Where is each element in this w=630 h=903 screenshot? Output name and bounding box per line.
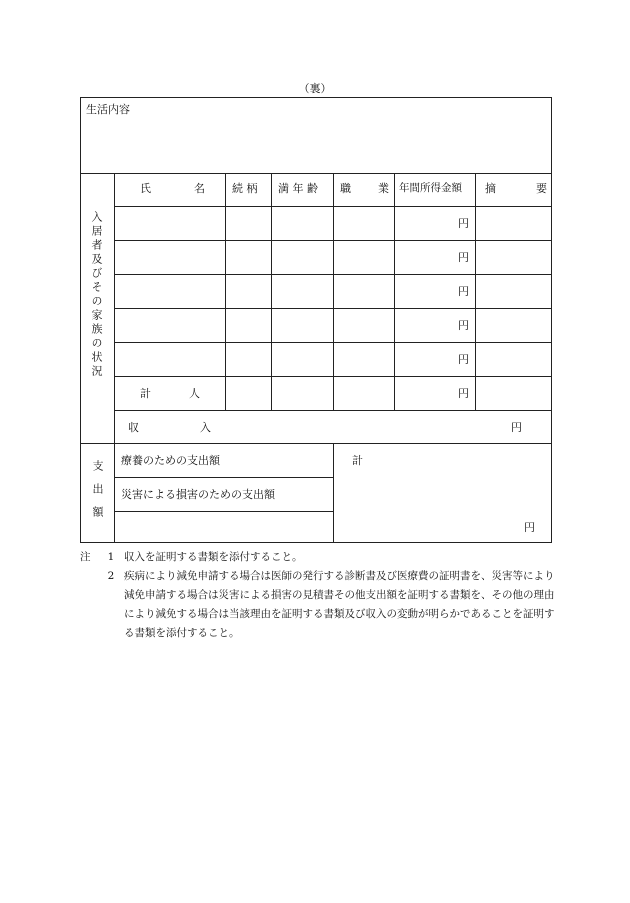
- total-label-a: 計: [140, 387, 151, 400]
- notes-label: 注: [80, 551, 91, 563]
- name-col-divider: [225, 173, 226, 410]
- disaster-row-bottom: [114, 511, 333, 512]
- family-section-label: 入居者及びその家族の状況: [90, 211, 103, 379]
- row-3-yen: 円: [458, 285, 469, 298]
- notes: [80, 548, 560, 643]
- revenue-yen: 円: [511, 421, 522, 434]
- relation-col-divider: [271, 173, 272, 410]
- row-1-yen: 円: [458, 217, 469, 230]
- expense-total-yen: 円: [524, 521, 535, 534]
- col-relation: 続 柄: [232, 182, 258, 195]
- total-row-bottom: [114, 410, 551, 411]
- col-remarks-a: 摘: [485, 182, 496, 195]
- medical-expense-label: 療養のための支出額: [121, 454, 220, 467]
- expense-divider: [333, 443, 334, 542]
- job-col-divider: [394, 173, 395, 410]
- expense-total-label: 計: [352, 454, 363, 467]
- row-4-yen: 円: [458, 319, 469, 332]
- col-job-a: 職: [340, 182, 351, 195]
- disaster-expense-label: 災害による損害のための支出額: [121, 488, 275, 501]
- note-2-number: 2: [107, 570, 115, 582]
- row-5-yen: 円: [458, 353, 469, 366]
- application-form: [80, 97, 552, 543]
- col-remarks-b: 要: [536, 182, 547, 195]
- row-2-yen: 円: [458, 251, 469, 264]
- col-age: 満 年 齢: [278, 182, 318, 195]
- col-job-b: 業: [378, 182, 389, 195]
- note-2: [80, 567, 560, 643]
- note-1: [80, 548, 560, 567]
- expense-section-label: 支出額: [91, 460, 104, 529]
- note-2-text: 疾病により減免申請する場合は医師の発行する診断書及び医療費の証明書を、災害等により減免申請する場合は災害による損害の見積書その他支出額を証明する書類を、その他の理由により減免する場合は当該理由を証明する書類及び収入の変動が明らかであることを証明する書類を添付すること。: [124, 570, 555, 639]
- note-1-number: 1: [107, 551, 115, 563]
- total-label-b: 人: [189, 387, 200, 400]
- income-col-divider: [475, 173, 476, 410]
- page-header: （裏）: [298, 82, 332, 95]
- col-income: 年間所得金額: [399, 182, 462, 194]
- family-section-bottom: [81, 443, 551, 444]
- age-col-divider: [333, 173, 334, 410]
- medical-row-bottom: [114, 477, 333, 478]
- col-name-b: 名: [194, 182, 205, 195]
- total-yen: 円: [458, 387, 469, 400]
- note-1-text: 収入を証明する書類を添付すること。: [124, 551, 303, 563]
- section-label-divider: [114, 173, 115, 542]
- revenue-label-b: 入: [200, 421, 211, 434]
- col-name-a: 氏: [140, 182, 151, 195]
- living-label: 生活内容: [86, 103, 130, 116]
- living-divider: [81, 173, 551, 174]
- revenue-label-a: 収: [128, 421, 139, 434]
